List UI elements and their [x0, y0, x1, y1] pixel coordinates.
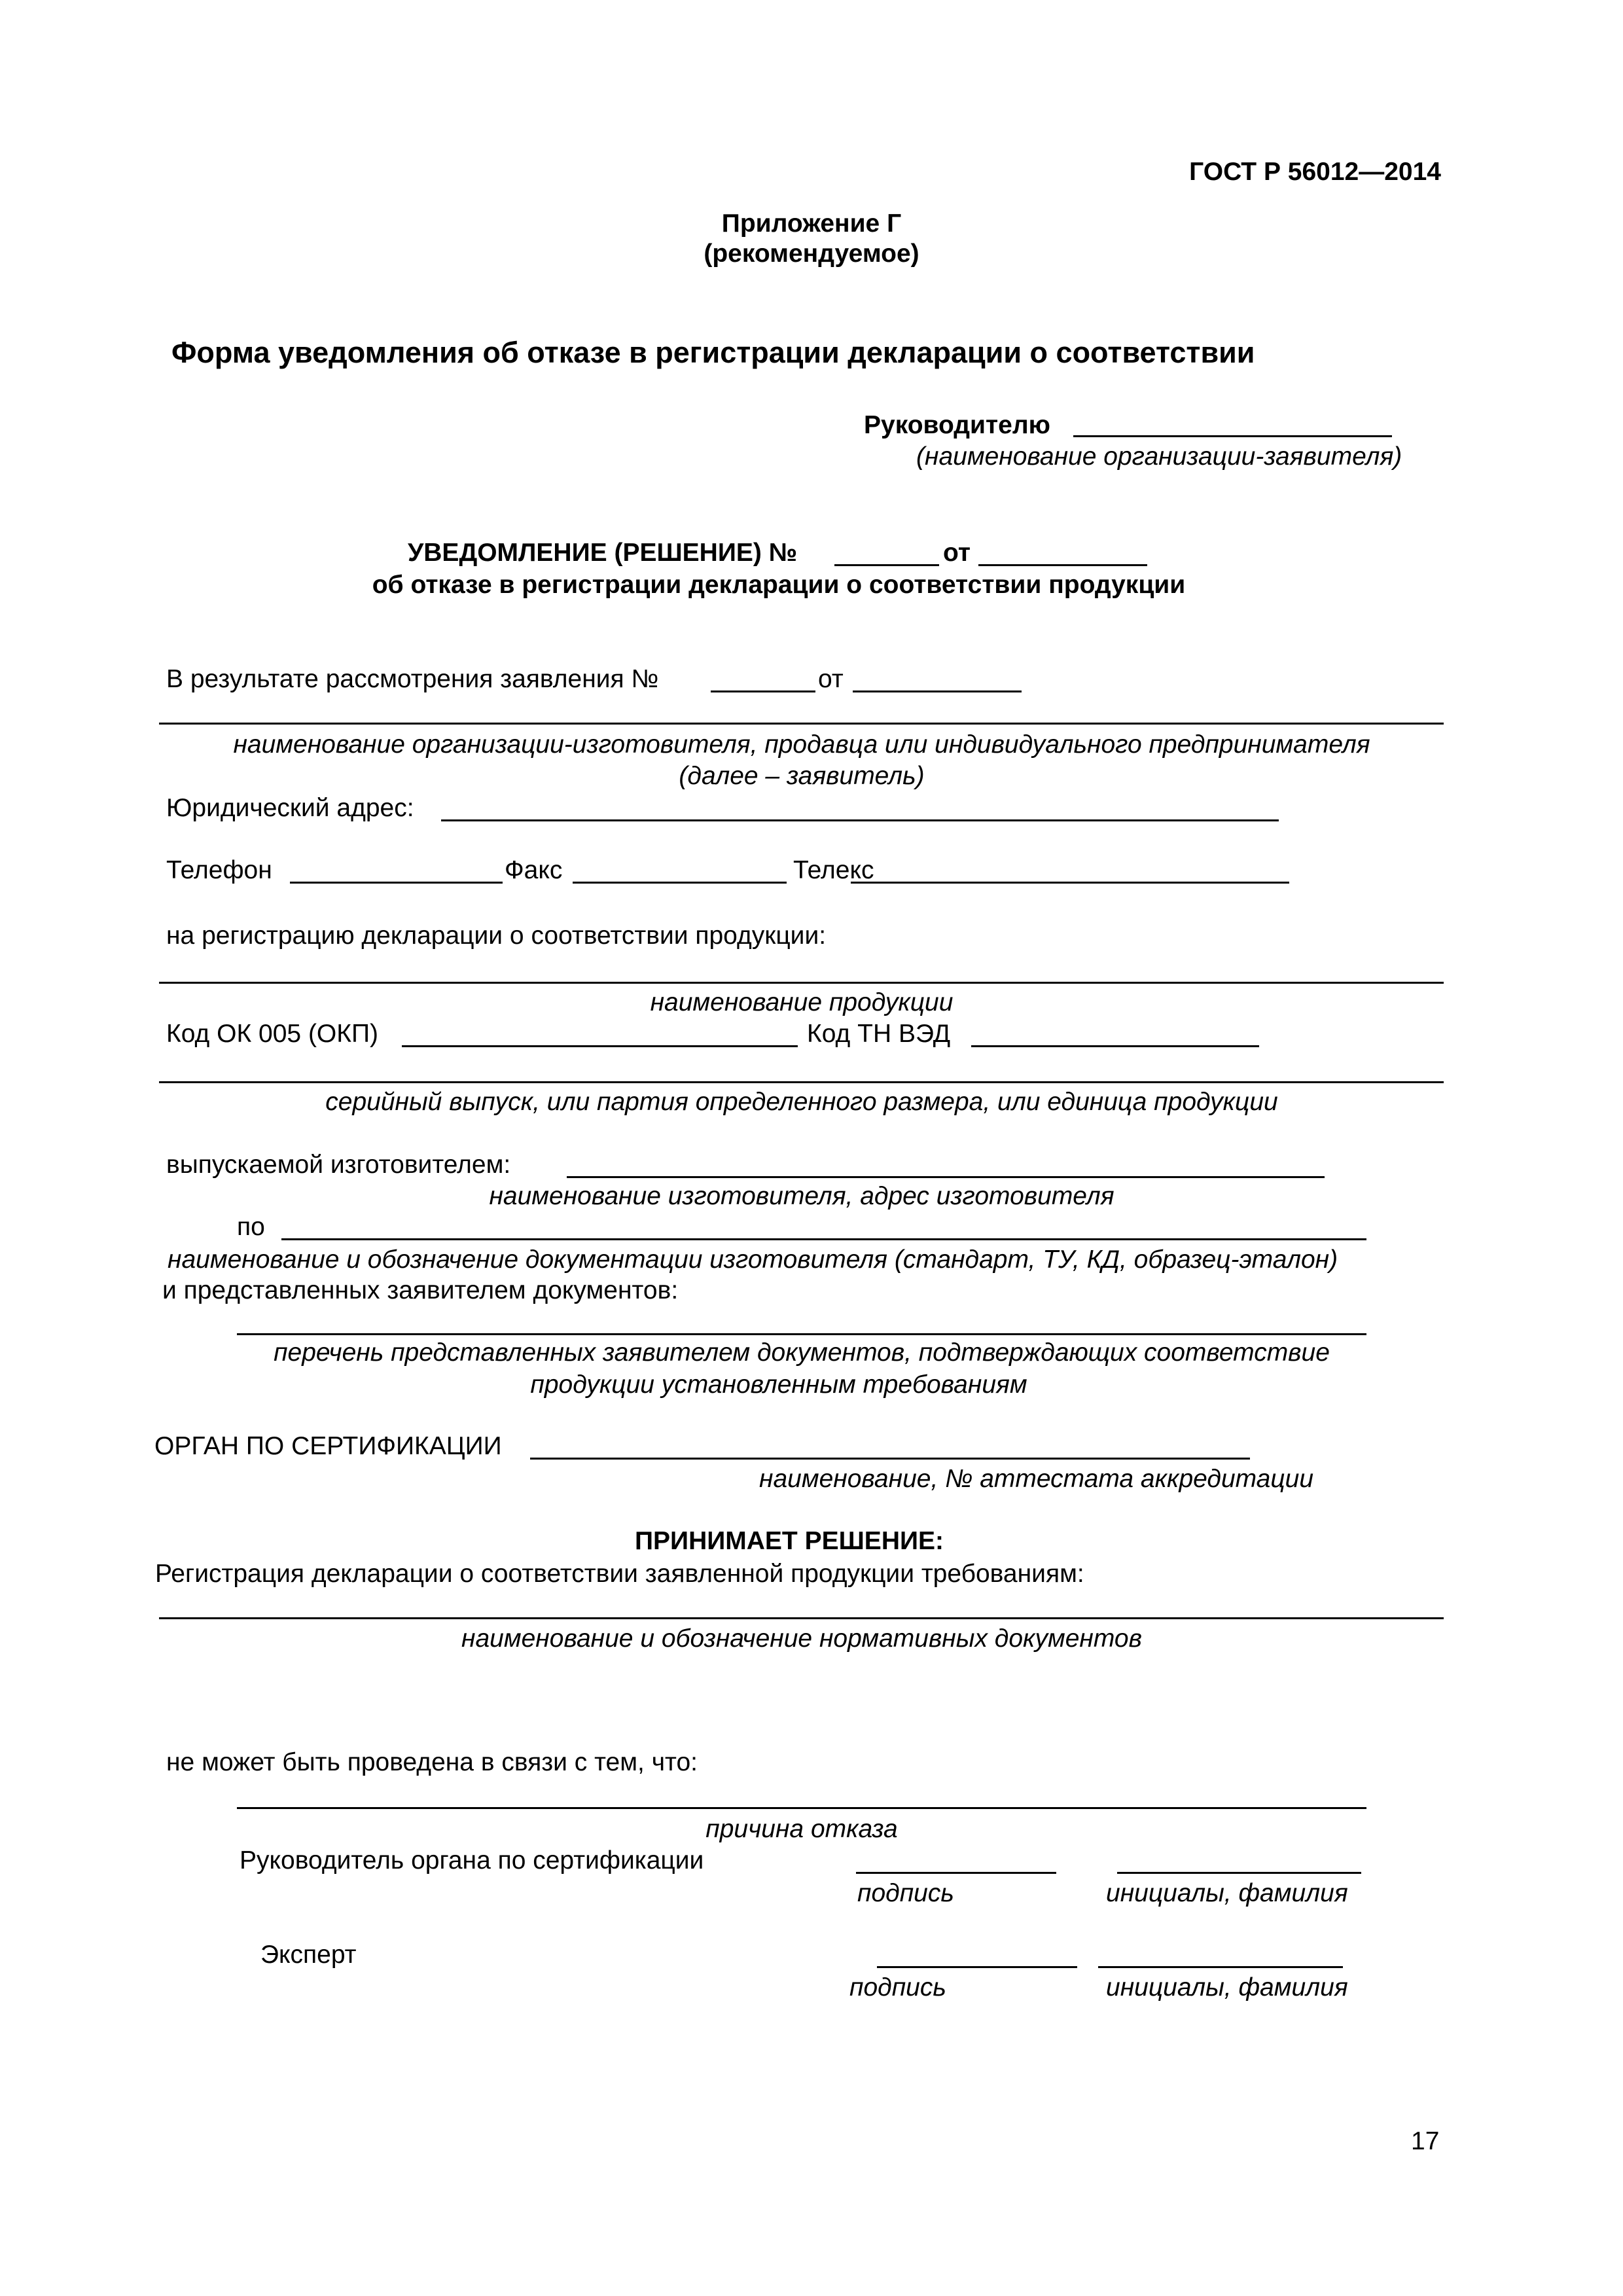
notice-date-line: [978, 564, 1147, 566]
addressee-caption: (наименование организации-заявителя): [916, 442, 1402, 471]
certification-body-caption: наименование, № аттестата аккредитации: [759, 1465, 1314, 1493]
head-name-line: [1117, 1872, 1361, 1874]
certification-body-label: ОРГАН ПО СЕРТИФИКАЦИИ: [154, 1432, 502, 1460]
registration-text: на регистрацию декларации о соответствии продукции:: [166, 922, 827, 950]
submitted-docs-caption-2: продукции установленным требованиям: [530, 1371, 1027, 1399]
page-number: 17: [1411, 2127, 1440, 2155]
manufacturer-line: [567, 1176, 1325, 1178]
expert-name-line: [1098, 1966, 1343, 1968]
appendix-title: Приложение Г: [721, 209, 902, 238]
head-signature-caption: подпись: [857, 1879, 954, 1907]
reason-caption: причина отказа: [705, 1815, 898, 1843]
expert-signature-line: [877, 1966, 1077, 1968]
application-number-line: [711, 691, 815, 692]
notice-subtitle: об отказе в регистрации декларации о соответствии продукции: [372, 571, 1186, 599]
tnved-label: Код ТН ВЭД: [807, 1020, 951, 1048]
reason-line: [237, 1807, 1366, 1809]
notice-number-line: [834, 564, 939, 566]
batch-line: [159, 1081, 1444, 1083]
expert-signature-caption: подпись: [849, 1973, 946, 2001]
application-from-label: от: [818, 665, 844, 693]
notice-from-label: от: [943, 539, 971, 567]
submitted-docs-caption: перечень представленных заявителем документов, подтверждающих соответствие: [274, 1338, 1330, 1367]
batch-caption: серийный выпуск, или партия определенного размера, или единица продукции: [325, 1088, 1278, 1116]
submitted-docs-label: и представленных заявителем документов:: [162, 1276, 679, 1304]
certification-body-line: [530, 1458, 1250, 1460]
okp-label: Код ОК 005 (ОКП): [166, 1020, 378, 1048]
product-name-line: [159, 982, 1444, 984]
expert-name-caption: инициалы, фамилия: [1106, 1973, 1348, 2001]
manufacturer-caption: наименование изготовителя, адрес изготовителя: [489, 1182, 1115, 1210]
legal-address-line: [441, 819, 1279, 821]
fax-line: [573, 882, 787, 884]
form-title: Форма уведомления об отказе в регистрации декларации о соответствии: [171, 336, 1255, 369]
manufacturer-label: выпускаемой изготовителем:: [166, 1151, 511, 1179]
applicant-name-line: [159, 723, 1444, 725]
standard-number: ГОСТ Р 56012—2014: [1189, 158, 1441, 186]
application-text: В результате рассмотрения заявления №: [166, 665, 659, 693]
telex-label: Телекс: [793, 856, 874, 884]
documentation-line: [281, 1238, 1366, 1240]
submitted-docs-line: [237, 1333, 1366, 1335]
normative-docs-caption: наименование и обозначение нормативных документов: [461, 1624, 1142, 1653]
appendix-type: (рекомендуемое): [704, 240, 919, 268]
legal-address-label: Юридический адрес:: [166, 794, 414, 822]
normative-docs-line: [159, 1617, 1444, 1619]
phone-label: Телефон: [166, 856, 272, 884]
decision-text: Регистрация декларации о соответствии заявленной продукции требованиям:: [155, 1560, 1084, 1588]
addressee-label: Руководителю: [864, 411, 1050, 439]
okp-line: [402, 1045, 798, 1047]
product-name-caption: наименование продукции: [650, 988, 954, 1016]
applicant-caption: наименование организации-изготовителя, продавца или индивидуального предпринимателя: [233, 730, 1370, 759]
addressee-field-line: [1073, 435, 1392, 437]
documentation-caption: наименование и обозначение документации изготовителя (стандарт, ТУ, КД, образец-эталон): [168, 1246, 1338, 1274]
notice-title: УВЕДОМЛЕНИЕ (РЕШЕНИЕ) №: [408, 539, 798, 567]
fax-label: Факс: [505, 856, 563, 884]
cannot-text: не может быть проведена в связи с тем, что:: [166, 1748, 698, 1776]
head-signature-label: Руководитель органа по сертификации: [240, 1846, 704, 1874]
expert-signature-label: Эксперт: [260, 1941, 357, 1969]
application-date-line: [853, 691, 1022, 692]
applicant-caption-2: (далее – заявитель): [679, 762, 925, 790]
phone-line: [290, 882, 503, 884]
head-name-caption: инициалы, фамилия: [1106, 1879, 1348, 1907]
tnved-line: [971, 1045, 1259, 1047]
telex-line: [851, 882, 1289, 884]
by-label: по: [237, 1213, 265, 1241]
decision-heading: ПРИНИМАЕТ РЕШЕНИЕ:: [635, 1527, 944, 1555]
head-signature-line: [856, 1872, 1056, 1874]
